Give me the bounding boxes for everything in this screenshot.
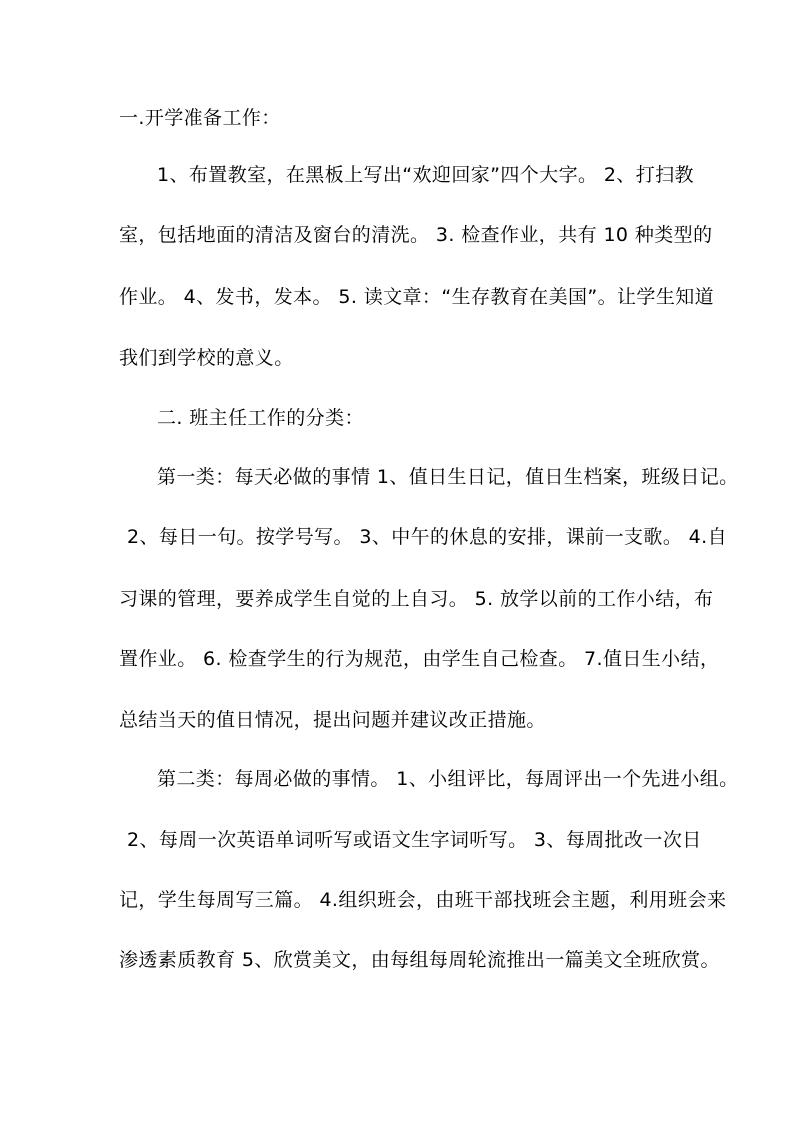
paragraph-line: 置作业。 6. 检查学生的行为规范，由学生自己检查。 7.值日生小结， xyxy=(119,648,720,670)
paragraph-line: 室，包括地面的清洁及窗台的清洗。 3. 检查作业，共有 10 种类型的 xyxy=(119,224,713,246)
paragraph-line: 2、每周一次英语单词听写或语文生字词听写。 3、每周批改一次日 xyxy=(127,829,702,851)
paragraph-line: 记，学生每周写三篇。 4.组织班会，由班干部找班会主题，利用班会来 xyxy=(119,889,727,911)
paragraph-line: 2、每日一句。按学号写。 3、中午的休息的安排，课前一支歌。 4.自 xyxy=(127,526,727,548)
paragraph-line: 第二类：每周必做的事情。 1、小组评比，每周评出一个先进小组。 xyxy=(157,768,739,790)
paragraph-line: 渗透素质教育 5、欣赏美文，由每组每周轮流推出一篇美文全班欣赏。 xyxy=(119,949,720,971)
paragraph-line: 作业。 4、发书，发本。 5. 读文章：“生存教育在美国”。让学生知道 xyxy=(119,286,715,308)
paragraph-line: 习课的管理，要养成学生自觉的上自习。 5. 放学以前的工作小结，布 xyxy=(119,588,714,610)
paragraph-line: 第一类：每天必做的事情 1、值日生日记，值日生档案，班级日记。 xyxy=(157,466,739,488)
paragraph-line: 总结当天的值日情况，提出问题并建议改正措施。 xyxy=(119,709,546,731)
section-heading-2: 二. 班主任工作的分类： xyxy=(157,407,364,429)
paragraph-line: 1、布置教室，在黑板上写出“欢迎回家”四个大字。 2、打扫教 xyxy=(157,164,694,186)
section-heading-1: 一.开学准备工作： xyxy=(119,107,281,129)
paragraph-line: 我们到学校的意义。 xyxy=(119,347,294,369)
